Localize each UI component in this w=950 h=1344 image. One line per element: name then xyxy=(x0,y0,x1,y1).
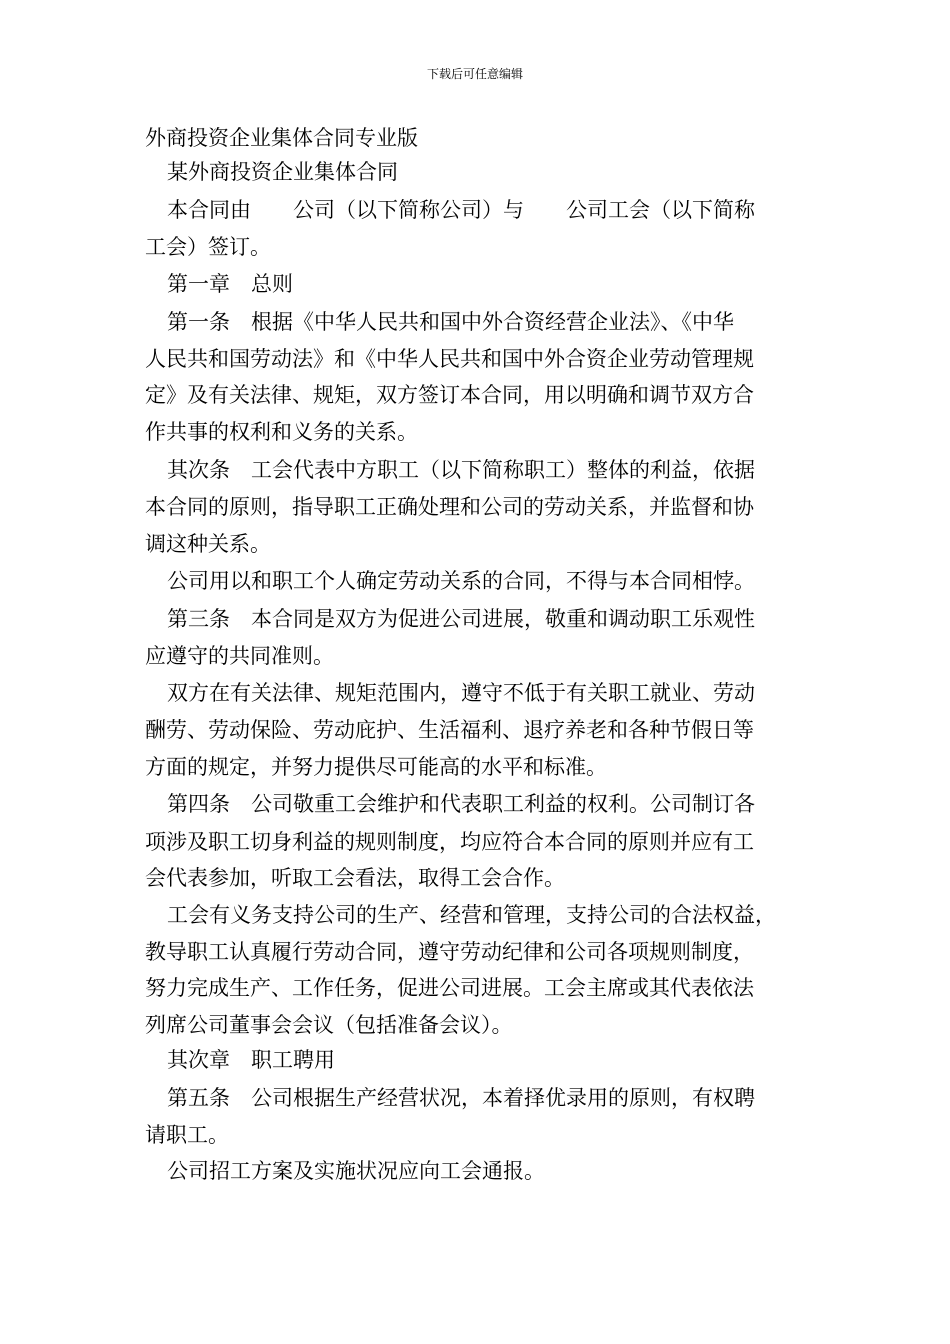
body-line: 工会）签订。 xyxy=(145,235,271,259)
body-line: 列席公司董事会会议（包括准备会议）。 xyxy=(145,1013,513,1037)
body-line: 调这种关系。 xyxy=(145,532,271,556)
page-header: 下载后可任意编辑 xyxy=(426,67,523,81)
body-line: 其次章 职工聘用 xyxy=(167,1048,335,1072)
body-line: 努力完成生产、工作任务，促进公司进展。工会主席或其代表依法 xyxy=(145,976,754,1000)
body-line: 会代表参加，听取工会看法，取得工会合作。 xyxy=(145,866,565,890)
body-line: 公司用以和职工个人确定劳动关系的合同，不得与本合同相悖。 xyxy=(167,569,755,593)
body-line: 作共事的权利和义务的关系。 xyxy=(145,420,418,444)
body-line: 应遵守的共同准则。 xyxy=(145,644,334,668)
body-line: 双方在有关法律、规矩范围内，遵守不低于有关职工就业、劳动 xyxy=(167,681,755,705)
body-line: 教导职工认真履行劳动合同，遵守劳动纪律和公司各项规则制度， xyxy=(145,940,754,964)
body-line: 公司招工方案及实施状况应向工会通报。 xyxy=(167,1159,545,1183)
body-line: 工会有义务支持公司的生产、经营和管理，支持公司的合法权益， xyxy=(167,903,776,927)
body-line: 第一章 总则 xyxy=(167,272,293,296)
body-line: 项涉及职工切身利益的规则制度，均应符合本合同的原则并应有工 xyxy=(145,830,754,854)
body-line: 人民共和国劳动法》和《中华人民共和国中外合资企业劳动管理规 xyxy=(145,347,754,371)
body-line: 请职工。 xyxy=(145,1123,229,1147)
body-line: 本合同的原则，指导职工正确处理和公司的劳动关系，并监督和协 xyxy=(145,495,754,519)
body-line: 定》及有关法律、规矩，双方签订本合同，用以明确和调节双方合 xyxy=(145,383,754,407)
body-line: 方面的规定，并努力提供尽可能高的水平和标准。 xyxy=(145,755,607,779)
body-line: 第一条 根据《中华人民共和国中外合资经营企业法》、《中华 xyxy=(167,310,734,334)
body-line: 酬劳、劳动保险、劳动庇护、生活福利、退疗养老和各种节假日等 xyxy=(145,718,754,742)
body-line: 本合同由 公司（以下简称公司）与 公司工会（以下简称 xyxy=(167,198,755,222)
body-line: 某外商投资企业集体合同 xyxy=(167,160,398,184)
document-title: 外商投资企业集体合同专业版 xyxy=(145,126,418,150)
body-line: 第五条 公司根据生产经营状况，本着择优录用的原则，有权聘 xyxy=(167,1086,755,1110)
body-line: 其次条 工会代表中方职工（以下简称职工）整体的利益，依据 xyxy=(167,458,755,482)
body-line: 第四条 公司敬重工会维护和代表职工利益的权利。公司制订各 xyxy=(167,792,755,816)
body-line: 第三条 本合同是双方为促进公司进展，敬重和调动职工乐观性 xyxy=(167,607,755,631)
